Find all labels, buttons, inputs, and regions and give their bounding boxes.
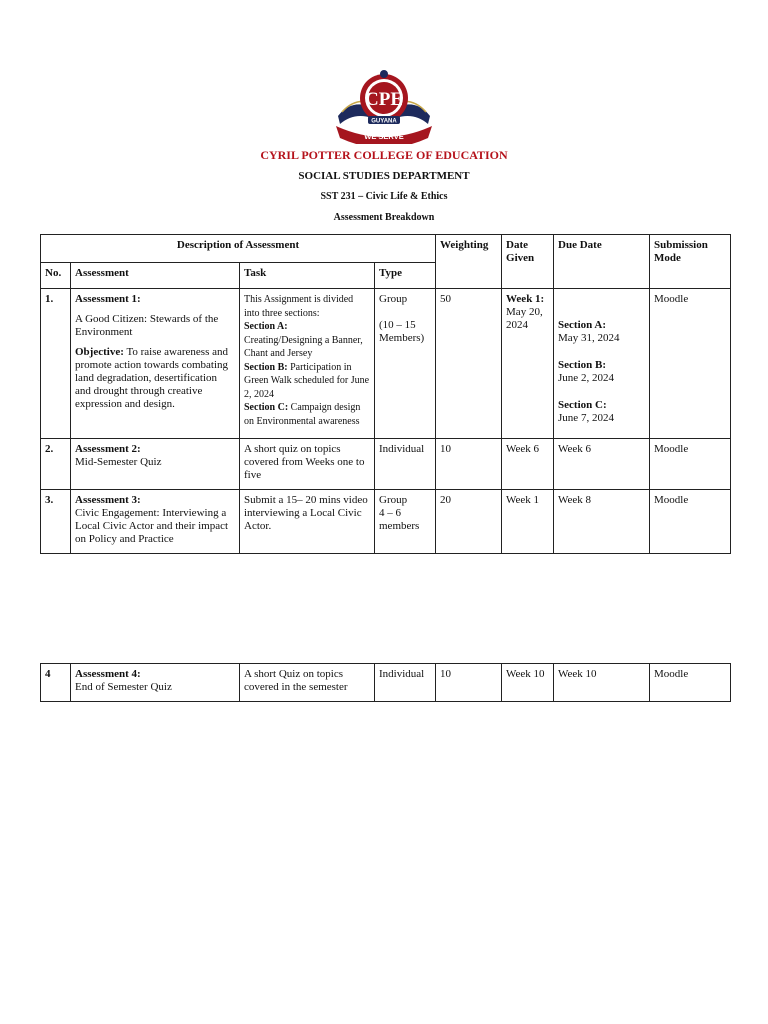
row-due-date xyxy=(554,289,650,439)
due-c-value: June 7, 2024 xyxy=(558,412,614,424)
header-type: Type xyxy=(375,263,436,289)
row-date-given xyxy=(502,289,554,439)
assessment-objective xyxy=(75,346,235,411)
row-due-date: Week 6 xyxy=(554,439,650,490)
assessment-title: Assessment 3: xyxy=(75,494,141,506)
type-detail: 4 – 6 members xyxy=(379,507,420,532)
row-weighting: 10 xyxy=(436,664,502,702)
due-b-value: June 2, 2024 xyxy=(558,372,614,384)
table-row xyxy=(41,490,731,554)
table-row xyxy=(41,439,731,490)
due-a-value: May 31, 2024 xyxy=(558,332,620,344)
row-task: Submit a 15– 20 mins video interviewing a Local Civic Actor. xyxy=(240,490,375,554)
assessment-title: Assessment 2: xyxy=(75,443,141,455)
row-submission: Moodle xyxy=(650,490,731,554)
header-date-given: Date Given xyxy=(502,235,554,289)
task-a-text: Creating/Designing a Banner, Chant and Jersey xyxy=(244,334,363,359)
assessment-table xyxy=(40,234,731,554)
table-row xyxy=(41,289,731,439)
assessment-name: Civic Engagement: Interviewing a Local Civic Actor and their impact on Policy and Practice xyxy=(75,507,229,545)
assessment-name: Mid-Semester Quiz xyxy=(75,456,162,468)
due-c-label: Section C: xyxy=(558,399,607,411)
assessment-name: A Good Citizen: Stewards of the Environment xyxy=(75,313,219,338)
assessment-title: Assessment 4: xyxy=(75,668,141,680)
row-submission: Moodle xyxy=(650,439,731,490)
header-submission-mode: Submission Mode xyxy=(650,235,731,289)
row-assessment xyxy=(71,439,240,490)
row-assessment xyxy=(71,664,240,702)
row-no: 3. xyxy=(41,490,71,554)
row-date-given: Week 6 xyxy=(502,439,554,490)
row-task: A short quiz on topics covered from Weeks one to five xyxy=(240,439,375,490)
date-given-label: Week 1: xyxy=(506,293,545,305)
type-value: Group xyxy=(379,494,408,506)
assessment-title: Assessment 1: xyxy=(75,293,141,305)
assessment-name: End of Semester Quiz xyxy=(75,681,172,693)
svg-text:CPE: CPE xyxy=(365,89,403,110)
due-b-label: Section B: xyxy=(558,359,607,371)
objective-text: To raise awareness and promote action towards combating land degradation, desertification and drought through creative expression and design. xyxy=(75,346,229,410)
row-type xyxy=(375,490,436,554)
type-detail: (10 – 15 Members) xyxy=(379,319,425,344)
date-given-value: May 20, 2024 xyxy=(506,306,543,331)
department-name: SOCIAL STUDIES DEPARTMENT xyxy=(298,170,470,182)
row-assessment xyxy=(71,490,240,554)
header-assessment: Assessment xyxy=(71,263,240,289)
task-b-label: Section B: xyxy=(244,361,288,373)
course-title: SST 231 – Civic Life & Ethics xyxy=(320,191,448,202)
row-type: Individual xyxy=(375,664,436,702)
row-date-given: Week 10 xyxy=(502,664,554,702)
row-submission: Moodle xyxy=(650,664,731,702)
type-value: Group xyxy=(379,293,408,305)
row-weighting: 10 xyxy=(436,439,502,490)
row-submission: Moodle xyxy=(650,289,731,439)
row-no: 1. xyxy=(41,289,71,439)
header-no: No. xyxy=(41,263,71,289)
objective-label: Objective: xyxy=(75,346,124,358)
header-description: Description of Assessment xyxy=(41,235,436,263)
task-intro: This Assignment is divided into three sections: xyxy=(244,294,354,319)
row-task: A short Quiz on topics covered in the semester xyxy=(240,664,375,702)
row-task xyxy=(240,289,375,439)
header-due-date: Due Date xyxy=(554,235,650,289)
svg-text:GUYANA: GUYANA xyxy=(371,118,397,125)
row-no: 2. xyxy=(41,439,71,490)
due-a-label: Section A: xyxy=(558,319,607,331)
college-name: CYRIL POTTER COLLEGE OF EDUCATION xyxy=(260,148,508,162)
header-weighting: Weighting xyxy=(436,235,502,289)
row-type xyxy=(375,289,436,439)
table-row xyxy=(41,664,731,702)
row-assessment xyxy=(71,289,240,439)
header-task: Task xyxy=(240,263,375,289)
task-a-label: Section A: xyxy=(244,321,288,332)
row-no: 4 xyxy=(41,664,71,702)
svg-text:WE SERVE: WE SERVE xyxy=(364,132,404,141)
row-date-given: Week 1 xyxy=(502,490,554,554)
assessment-table-continued xyxy=(40,663,731,702)
row-weighting: 50 xyxy=(436,289,502,439)
row-due-date: Week 10 xyxy=(554,664,650,702)
task-c-text: Campaign design on Environmental awareness xyxy=(244,402,361,427)
college-logo xyxy=(332,68,436,144)
row-weighting: 20 xyxy=(436,490,502,554)
task-b-text: Participation in Green Walk scheduled for June 2, 2024 xyxy=(244,361,370,400)
document-subtitle: Assessment Breakdown xyxy=(333,212,435,223)
task-c-label: Section C: xyxy=(244,402,289,413)
row-due-date: Week 8 xyxy=(554,490,650,554)
row-type: Individual xyxy=(375,439,436,490)
table-header-row xyxy=(41,235,731,263)
